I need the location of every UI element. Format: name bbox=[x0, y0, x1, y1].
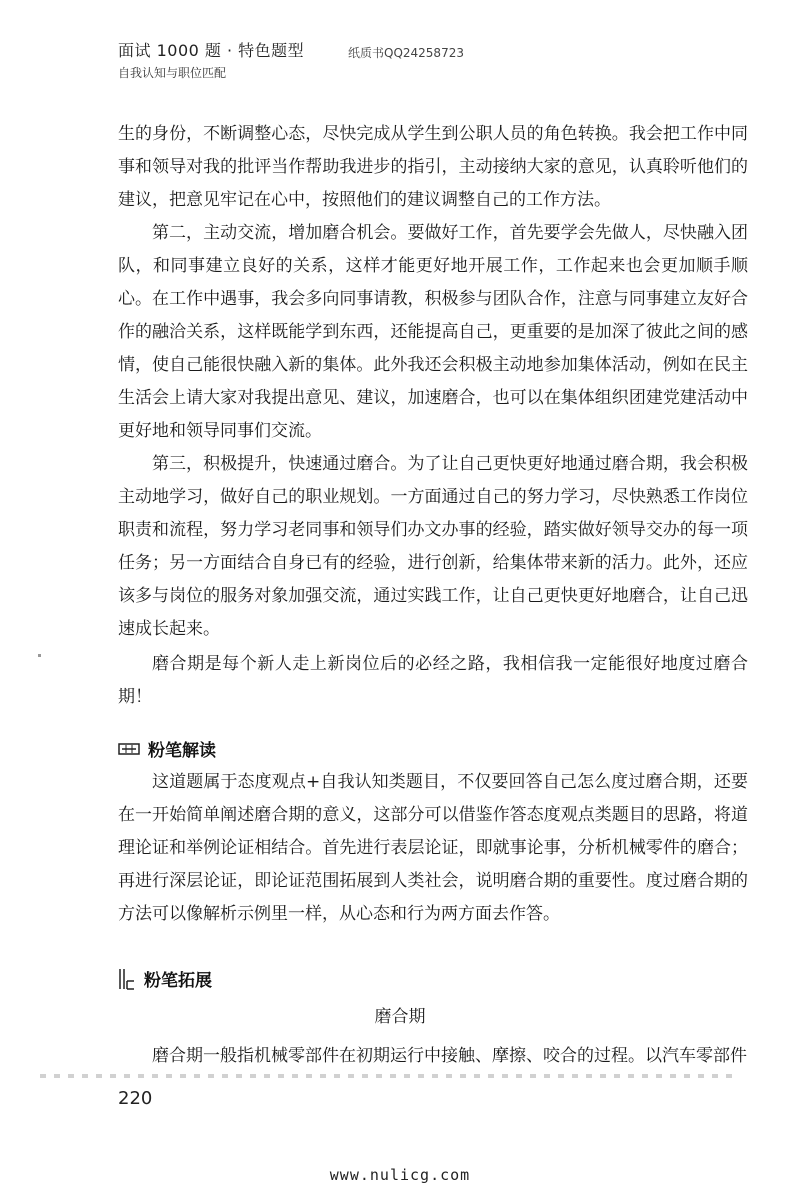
extension-heading bbox=[118, 966, 212, 991]
interpretation-heading bbox=[118, 736, 216, 761]
page-cut-divider bbox=[40, 1074, 740, 1078]
scan-dot bbox=[38, 654, 41, 657]
paragraph-2: 第二，主动交流，增加磨合机会。要做好工作，首先要学会先做人，尽快融入团队，和同事建立良好的关系，这样才能更好地开展工作，工作起来也会更加顺手顺心。在工作中遇事，我会多向同事请教，积极参与团队合作，注意与同事建立友好合作的融洽关系，这样既能学到东西，还能提高自己，更重要的是加深了彼此之间的感情，使自己能很快融入新的集体。此外我还会积极主动地参加集体活动，例如在民主生活会上请大家对我提出意见、建议，加速磨合，也可以在集体组织团建党建活动中更好地和领导同事们交流。 bbox=[118, 223, 748, 441]
interpretation-body bbox=[118, 766, 748, 931]
header-title: 面试 1000 题 · 特色题型 bbox=[118, 41, 305, 60]
paragraph-1: 生的身份，不断调整心态，尽快完成从学生到公职人员的角色转换。我会把工作中同事和领导对我的批评当作帮助我进步的指引，主动接纳大家的意见，认真聆听他们的建议，把意见牢记在心中，按照他们的建议调整自己的工作方法。 bbox=[118, 124, 748, 210]
extension-heading-label: 粉笔拓展 bbox=[144, 971, 212, 991]
interpretation-text: 这道题属于态度观点+自我认知类题目，不仅要回答自己怎么度过磨合期，还要在一开始简单阐述磨合期的意义，这部分可以借鉴作答态度观点类题目的思路，将道理论证和举例论证相结合。首先进行表层论证，即就事论事，分析机械零件的磨合；再进行深层论证，即论证范围拓展到人类社会，说明磨合期的重要性。度过磨合期的方法可以像解析示例里一样，从心态和行为两方面去作答。 bbox=[118, 772, 748, 924]
answer-body bbox=[118, 118, 748, 714]
paragraph-3: 第三，积极提升，快速通过磨合。为了让自己更快更好地通过磨合期，我会积极主动地学习，做好自己的职业规划。一方面通过自己的努力学习，尽快熟悉工作岗位职责和流程，努力学习老同事和领导们办文办事的经验，踏实做好领导交办的每一项任务；另一方面结合自身已有的经验，进行创新，给集体带来新的活力。此外，还应该多与岗位的服务对象加强交流，通过实践工作，让自己更快更好地磨合，让自己迅速成长起来。 bbox=[118, 454, 748, 639]
page-number: 220 bbox=[118, 1088, 153, 1109]
interpretation-heading-label: 粉笔解读 bbox=[148, 741, 216, 761]
extension-text: 磨合期一般指机械零部件在初期运行中接触、摩擦、咬合的过程。以汽车零部件 bbox=[152, 1046, 747, 1066]
bracket-icon bbox=[118, 967, 136, 991]
watermark-text: 纸质书QQ24258723 bbox=[348, 46, 464, 60]
book-chart-icon bbox=[118, 742, 140, 756]
extension-title: 磨合期 bbox=[374, 1007, 426, 1027]
footer-url: www.nulicg.com bbox=[329, 1166, 471, 1184]
paragraph-4: 磨合期是每个新人走上新岗位后的必经之路，我相信我一定能很好地度过磨合期！ bbox=[118, 654, 748, 707]
header-subtitle: 自我认知与职位匹配 bbox=[118, 66, 227, 80]
